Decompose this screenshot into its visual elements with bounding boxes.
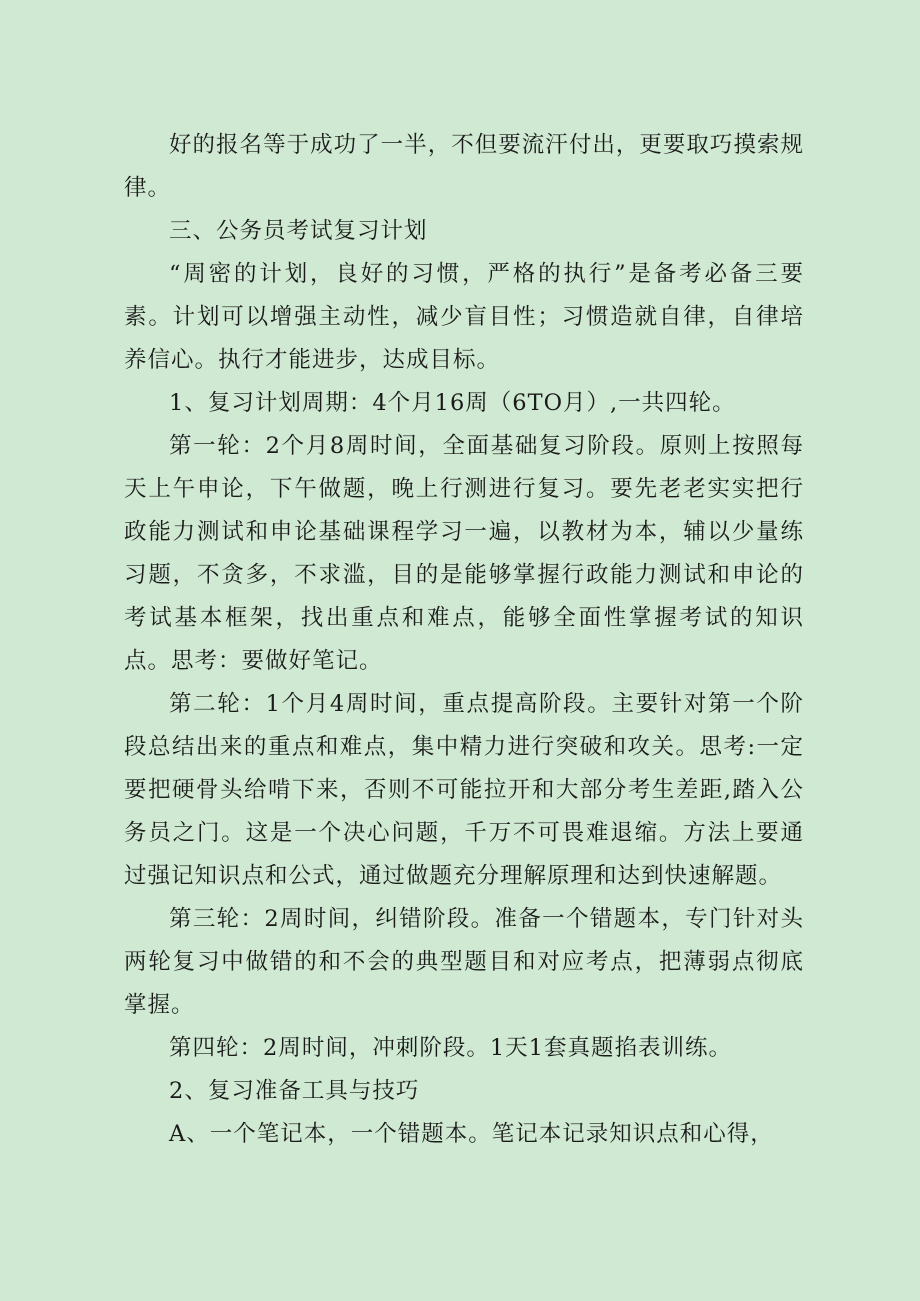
paragraph-round-two: 第二轮：1个月4周时间，重点提高阶段。主要针对第一个阶段总结出来的重点和难点，集中精力进行突破和攻关。思考:一定要把硬骨头给啃下来，否则不可能拉开和大部分考生差距,踏入公务员之门。这是一个决心问题，千万不可畏难退缩。方法上要通过强记知识点和公式，通过做题充分理解原理和达到快速解题。 bbox=[124, 691, 804, 889]
document-body bbox=[124, 124, 804, 1156]
subheading-tools-and-tips: 2、复习准备工具与技巧 bbox=[169, 1078, 420, 1104]
paragraph-round-four: 第四轮：2周时间，冲刺阶段。1天1套真题掐表训练。 bbox=[169, 1035, 732, 1061]
paragraph-three-elements: “周密的计划，良好的习惯，严格的执行”是备考必备三要素。计划可以增强主动性，减少盲目性；习惯造就自律，自律培养信心。执行才能进步，达成目标。 bbox=[124, 261, 804, 373]
paragraph-plan-cycle: 1、复习计划周期：4个月16周（6TO月）,一共四轮。 bbox=[169, 390, 736, 416]
paragraph-round-one: 第一轮：2个月8周时间，全面基础复习阶段。原则上按照每天上午申论，下午做题，晚上行测进行复习。要先老老实实把行政能力测试和申论基础课程学习一遍，以教材为本，辅以少量练习题，不贪多，不求滥，目的是能够掌握行政能力测试和申论的考试基本框架，找出重点和难点，能够全面性掌握考试的知识点。思考：要做好笔记。 bbox=[124, 433, 804, 674]
paragraph-registration: 好的报名等于成功了一半，不但要流汗付出，更要取巧摸索规律。 bbox=[124, 132, 804, 201]
section-heading-review-plan: 三、公务员考试复习计划 bbox=[169, 218, 428, 244]
paragraph-round-three: 第三轮：2周时间，纠错阶段。准备一个错题本，专门针对头两轮复习中做错的和不会的典型题目和对应考点，把薄弱点彻底掌握。 bbox=[124, 906, 804, 1018]
paragraph-notebooks: A、一个笔记本，一个错题本。笔记本记录知识点和心得， bbox=[169, 1121, 774, 1147]
